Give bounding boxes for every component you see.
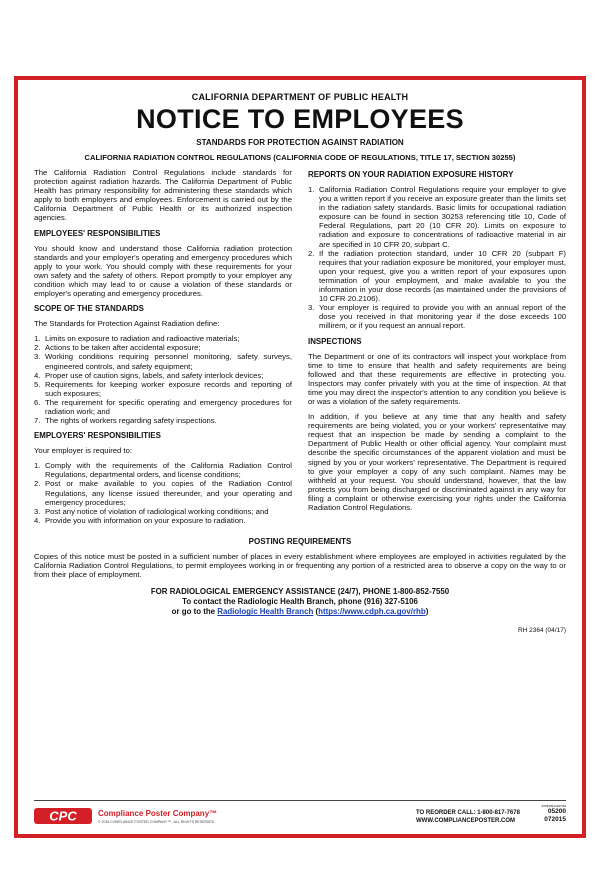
reports-heading: REPORTS ON YOUR RADIATION EXPOSURE HISTORY [308, 170, 514, 179]
subtitle: STANDARDS FOR PROTECTION AGAINST RADIATION [196, 138, 404, 147]
product-codes [542, 804, 566, 824]
inspections-heading: INSPECTIONS [308, 336, 362, 346]
two-column-body [34, 168, 566, 531]
intro-paragraph: The California Radiation Control Regulations include standards for protection against radiation hazards. The California Department of Public Health has primary responsibility for administering these standards which apply to both employers and employees. Enforcement is carried out by the California Department of Public Health or its authorized inspection agencies. [34, 168, 292, 223]
list-text: Requirements for keeping worker exposure records and reporting of such exposures; [45, 379, 292, 398]
list-number: 6. [34, 397, 41, 407]
list-item [308, 185, 566, 249]
contact-block [34, 587, 566, 617]
company-name: Compliance Poster Company™ [98, 809, 218, 818]
left-column [34, 168, 292, 531]
branch-phone-line: To contact the Radiologic Health Branch, phone (916) 327-5106 [182, 597, 418, 607]
list-number: 5. [34, 379, 41, 389]
scope-intro: The Standards for Protection Against Radiation define: [34, 319, 220, 329]
list-text: Limits on exposure to radiation and radioactive materials; [45, 334, 240, 344]
list-number: 2. [308, 248, 315, 258]
inspections-paragraph-1: The Department or one of its contractors will inspect your workplace from time to time to ensure that health and safety requirements are being followed and that these requirements are effective in protecting you. Inspectors may confer privately with you at the time of inspection. At that time you may direct the inspector's attention to any condition you believe is or was a violation of the safety requirements. [308, 351, 566, 406]
posting-text: Copies of this notice must be posted in a sufficient number of places in every establishment where employees are employed in activities regulated by the California Radiation Control Regulations, to permit employees working in or frequenting any portion of a restricted area to observe a copy on the way to or from their place of employment. [34, 551, 566, 580]
list-number: 3. [34, 506, 41, 516]
employers-responsibilities-heading: EMPLOYERS' RESPONSIBILITIES [34, 431, 161, 441]
right-column [308, 168, 566, 531]
list-item [34, 398, 292, 416]
list-text: Proper use of caution signs, labels, and safety interlock devices; [45, 370, 264, 380]
posting-requirements [34, 537, 566, 579]
list-item [34, 352, 292, 370]
website-mid: ( [313, 607, 319, 617]
product-code-1: 05200 [547, 808, 566, 815]
page-title: NOTICE TO EMPLOYEES [136, 104, 464, 134]
list-text: Working conditions requiring personnel monitoring, safety surveys, engineered controls, and safety equipment; [45, 352, 292, 371]
list-number: 1. [308, 185, 315, 194]
list-number: 3. [308, 303, 315, 313]
list-item [34, 516, 292, 525]
regulations-citation: CALIFORNIA RADIATION CONTROL REGULATIONS (CALIFORNIA CODE OF REGULATIONS, TITLE 17, SECTION 30255) [84, 153, 516, 162]
list-number: 7. [34, 416, 41, 426]
list-number: 3. [34, 352, 41, 362]
form-number: RH 2364 (04/17) [517, 627, 566, 635]
list-number: 1. [34, 334, 41, 344]
footer [34, 800, 566, 830]
tiny-code: 0703100-04/17/16 [541, 804, 566, 808]
list-number: 4. [34, 370, 41, 380]
inspections-paragraph-2: In addition, if you believe at any time that any health and safety requirements are being violated, you or your workers' representative may request that an inspection be made by sending a complaint to the Department of Public Health or other official agency. Your complaint must describe the specific circumstances of the apparent violation and must be signed by you or your workers' representative. The Department is required to give your employer a copy of any such complaint. Names may be withheld at your request. You should understand, however, that the law protects you from being discharged or discriminated against in any way for filing a complaint or otherwise exercising your rights under the California Radiation Control Regulations. [308, 412, 566, 512]
list-text: If the radiation protection standard, under 10 CFR 20 (subpart F) requires that your radiation exposure be monitored, your employer must, upon your request, give you a written report of your exposures upon termination of your employment, and make available to you the information in your dose records (as maintained under the provisions of 10 CFR 20.2106). [319, 248, 566, 304]
list-text: Comply with the requirements of the California Radiation Control Regulations, departmental orders, and license conditions; [45, 461, 292, 480]
company-block [98, 809, 217, 824]
list-text: The rights of workers regarding safety inspections. [45, 416, 217, 426]
website-prefix: or go to the [171, 607, 218, 617]
list-text: California Radiation Control Regulations require your employer to give you a written report if you receive an exposure greater than the limits set in the radiation safety standards. Basic limits for occupational radiation exposure can be found in section 30253 referencing title 10, Code of Federal Regulations, part 20 (10 CFR 20). Limits on exposure to radiation and exposure to concentrations of radioactive material in air are specified in 10 CFR 20, subpart C. [319, 185, 566, 249]
website-line [34, 607, 566, 617]
list-item [34, 334, 292, 343]
list-text: The requirement for specific operating and emergency procedures for radiation work; and [45, 397, 292, 416]
list-text: Actions to be taken after accidental exposure; [45, 343, 201, 353]
list-item [34, 343, 292, 352]
employers-intro: Your employer is required to: [34, 446, 132, 456]
poster-content [34, 90, 566, 634]
branch-url-link[interactable]: https://www.cdph.ca.gov/rhb [318, 607, 426, 617]
logo-text: CPC [49, 808, 77, 824]
list-text: Post or make available to you copies of the Radiation Control Regulations, any license issued thereunder, and your operating and emergency procedures; [45, 479, 292, 507]
list-item [34, 507, 292, 516]
poster-frame [14, 76, 586, 838]
department-name: CALIFORNIA DEPARTMENT OF PUBLIC HEALTH [191, 92, 409, 102]
reorder-phone: TO REORDER CALL: 1-800-817-7678 [416, 810, 520, 816]
list-text: Post any notice of violation of radiological working conditions; and [45, 506, 269, 516]
employer-list [34, 461, 292, 525]
list-item [34, 479, 292, 506]
list-item [34, 416, 292, 425]
cpc-logo-icon [34, 808, 92, 824]
product-code-2: 072015 [544, 816, 566, 823]
list-number: 2. [34, 479, 41, 489]
emergency-line: FOR RADIOLOGICAL EMERGENCY ASSISTANCE (24/7), PHONE 1-800-852-7550 [150, 587, 450, 597]
list-number: 4. [34, 515, 41, 525]
list-number: 2. [34, 343, 41, 353]
list-item [34, 371, 292, 380]
scope-list [34, 334, 292, 425]
list-text: Your employer is required to provide you with an annual report of the dose you received in that monitoring year if the dose exceeds 100 millirem, or if you request an annual report. [319, 303, 566, 331]
scope-heading: SCOPE OF THE STANDARDS [34, 304, 144, 314]
website-suffix: ) [425, 607, 429, 617]
posting-heading: POSTING REQUIREMENTS [248, 536, 352, 546]
list-text: Provide you with information on your exposure to radiation. [45, 515, 246, 525]
reports-list [308, 185, 566, 331]
list-number: 1. [34, 461, 41, 471]
list-item [308, 303, 566, 330]
copyright: © 2016 COMPLIANCE POSTER COMPANY™ - ALL RIGHTS RESERVED [98, 820, 215, 824]
branch-link[interactable]: Radiologic Health Branch [217, 607, 314, 617]
reorder-info [416, 809, 520, 825]
list-item [34, 380, 292, 398]
employees-responsibilities-heading: EMPLOYEES' RESPONSIBILITIES [34, 228, 161, 238]
list-item [34, 461, 292, 479]
list-item [308, 249, 566, 304]
reorder-website: WWW.COMPLIANCEPOSTER.COM [416, 818, 515, 824]
employees-responsibilities-text: You should know and understand those California radiation protection standards and your employer's operating and emergency procedures which apply to your work. You should comply with these requirements for your own safety and the safety of others. Report promptly to your employer any condition which may lead to or cause a violation of these standards or employer's operating and emergency procedures. [34, 243, 292, 299]
